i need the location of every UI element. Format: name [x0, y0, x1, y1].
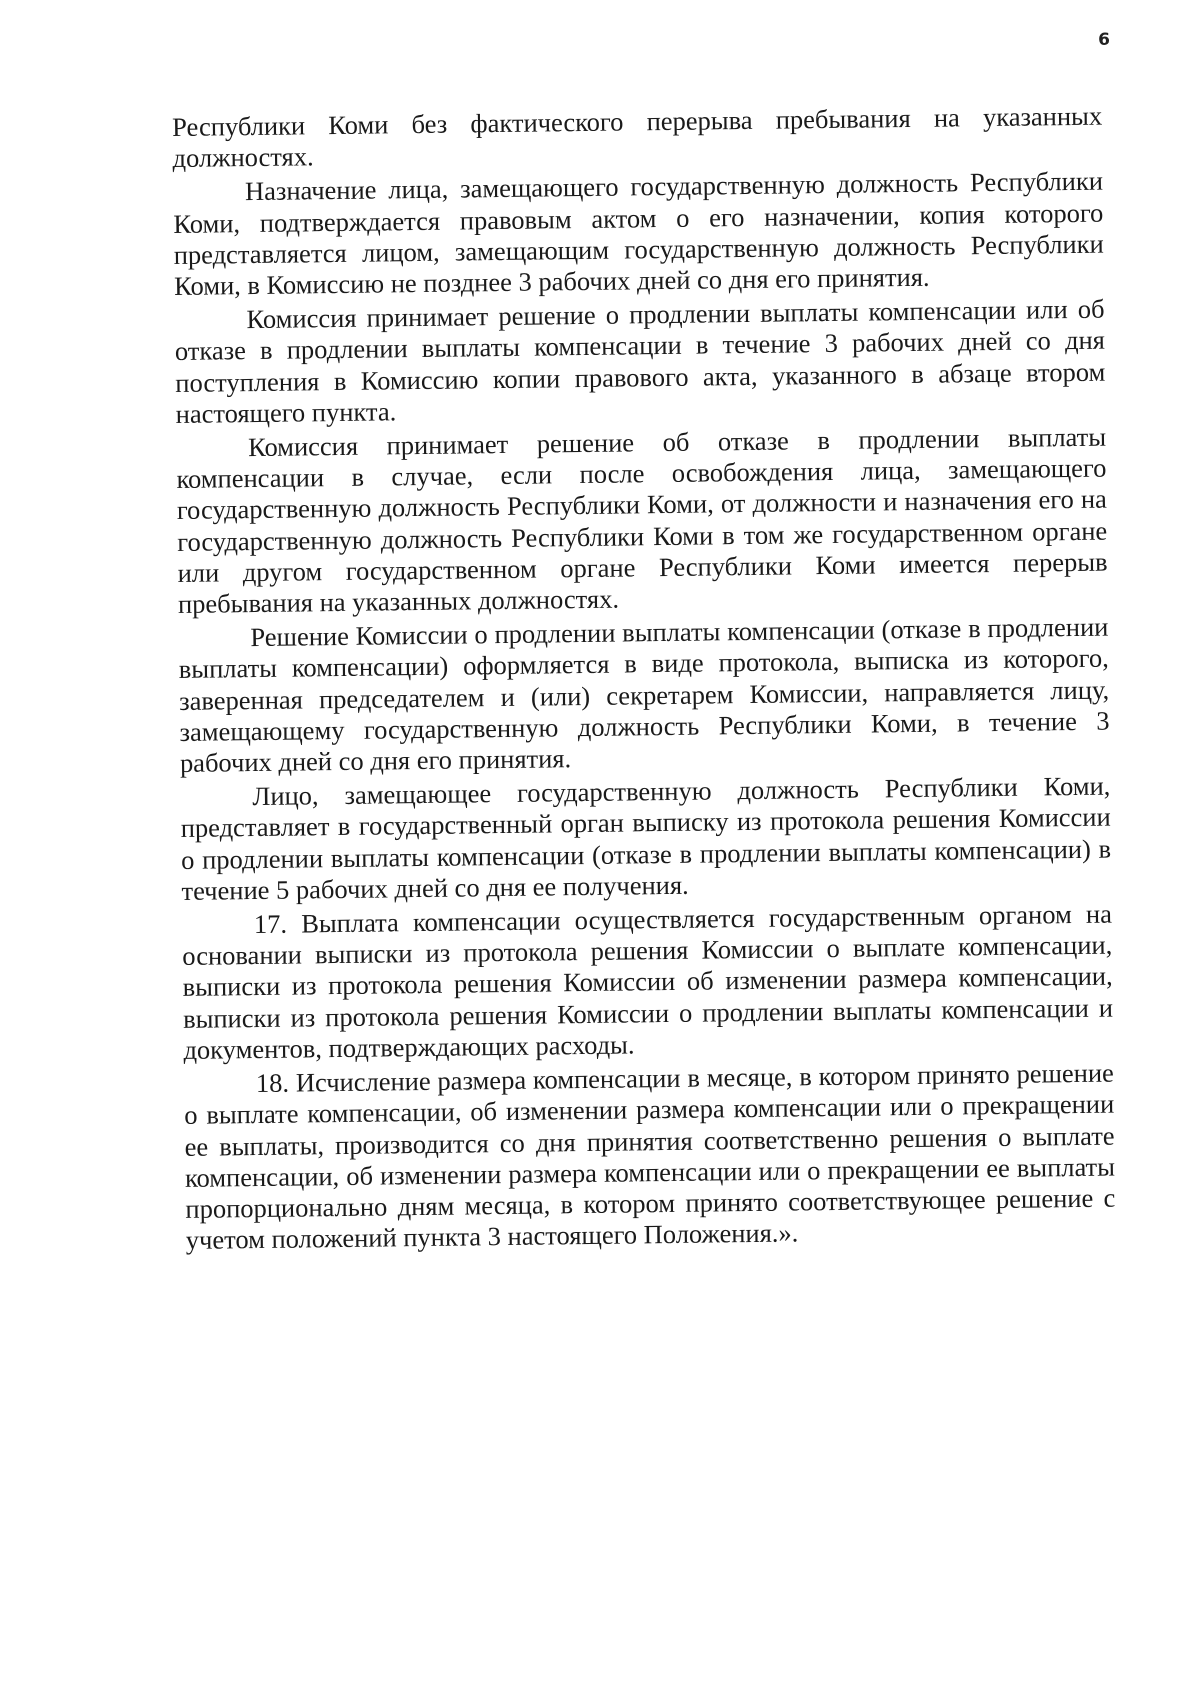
paragraph-refusal-case: Комиссия принимает решение об отказе в продлении выплаты компенсации в случае, если после освобождения лица, замещающего государственную должность Республики Коми, от должности и назначения его на государственную должность Республики Коми в том же государственном органе или другом государственном органе Республики Коми имеется перерыв пребывания на указанных должностях.: [176, 421, 1108, 620]
paragraph-item-18: 18. Исчисление размера компенсации в месяце, в котором принято решение о выплате компенсации, об изменении размера компенсации или о прекращении ее выплаты, производится со дня принятия соответственно решения о выплате компенсации, об изменении размера компенсации или о прекращении ее выплаты пропорционально дням месяца, в котором принято соответствующее решение с учетом положений пункта 3 настоящего Положения.».: [184, 1057, 1116, 1256]
document-body: [172, 101, 1116, 1257]
paragraph-commission-decision: Комиссия принимает решение о продлении выплаты компенсации или об отказе в продлении выплаты компенсации в течение 3 рабочих дней со дня поступления в Комиссию копии правового акта, указанного в абзаце втором настоящего пункта.: [174, 293, 1106, 429]
paragraph-item-17: 17. Выплата компенсации осуществляется государственным органом на основании выписки из протокола решения Комиссии о выплате компенсации, выписки из протокола решения Комиссии об изменении размера компенсации, выписки из протокола решения Комиссии о продлении выплаты компенсации и документов, подтверждающих расходы.: [182, 898, 1114, 1065]
page-number: 6: [1098, 30, 1110, 50]
paragraph-appointment-confirmation: Назначение лица, замещающего государственную должность Республики Коми, подтверждается правовым актом о его назначении, копия которого представляется лицом, замещающим государственную должность Республики Коми, в Комиссию не позднее 3 рабочих дней со дня его принятия.: [173, 166, 1104, 302]
paragraph-protocol: Решение Комиссии о продлении выплаты компенсации (отказе в продлении выплаты компенсации) оформляется в виде протокола, выписка из которого, заверенная председателем и (или) секретарем Комиссии, направляется лицу, замещающему государственную должность Республики Коми, в течение 3 рабочих дней со дня его принятия.: [178, 611, 1110, 779]
paragraph-continuation: Республики Коми без фактического перерыва пребывания на указанных должностях.: [172, 100, 1103, 174]
paragraph-extract-submission: Лицо, замещающее государственную должность Республики Коми, представляет в государственный орган выписку из протокола решения Комиссии о продлении выплаты компенсации (отказе в продлении выплаты компенсации) в течение 5 рабочих дней со дня ее получения.: [180, 770, 1112, 906]
